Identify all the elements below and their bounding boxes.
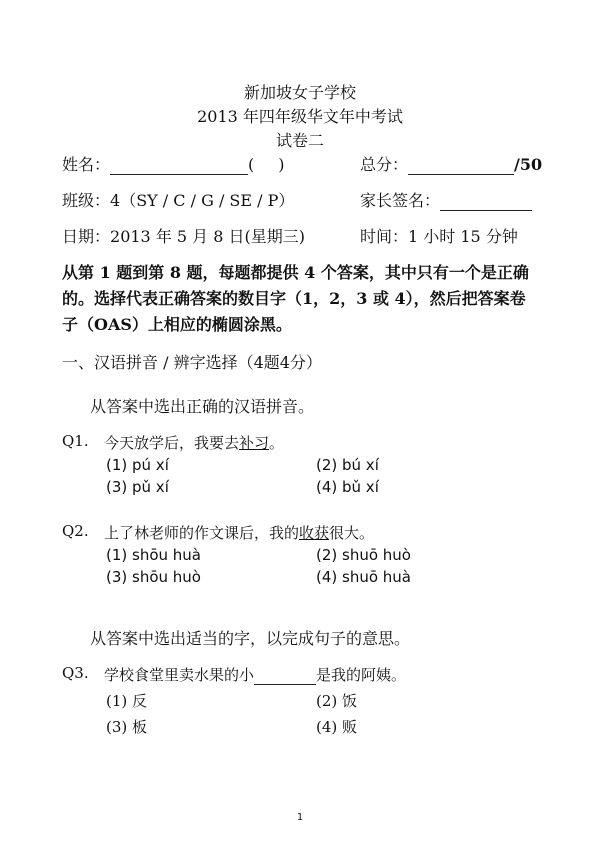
question-text (104, 664, 406, 685)
section-title: 一、汉语拼音 / 辨字选择（4题4分） (62, 353, 322, 372)
question-keyword: 收获 (299, 524, 330, 542)
subinstruction-characters: 从答案中选出适当的字，以完成句子的意思。 (90, 629, 411, 648)
question-pre: 学校食堂里卖水果的小 (104, 666, 255, 684)
time-value: 1 小时 15 分钟 (408, 227, 518, 246)
option-1: (1) 反 (106, 692, 148, 710)
name-field (62, 152, 285, 175)
page-number: 1 (296, 812, 304, 823)
instructions: 从第 1 题到第 8 题，每题都提供 4 个答案，其中只有一个是正确的。选择代表正确答案的数目字（1，2，3 或 4），然后把答案卷子（OAS）上相应的椭圆涂黑。 (62, 263, 529, 334)
question-number: Q2. (62, 522, 89, 540)
name-bracket-close: ) (278, 155, 285, 174)
question-number: Q3. (62, 664, 89, 682)
option-3: (3) 板 (106, 718, 148, 736)
name-blank (110, 155, 248, 175)
question-pre: 今天放学后，我要去 (104, 434, 240, 452)
option-4: (4) bǔ xí (316, 478, 379, 496)
question-number: Q1. (62, 432, 89, 450)
name-label: 姓名： (62, 155, 111, 174)
question-text (104, 522, 374, 543)
option-1: (1) shōu huà (106, 546, 201, 564)
total-blank (408, 155, 514, 175)
class-field (62, 188, 294, 211)
option-1: (1) pú xí (106, 456, 169, 474)
time-label: 时间： (360, 227, 409, 246)
parent-signature-field (360, 188, 532, 211)
school-name: 新加坡女子学校 (243, 83, 356, 102)
class-value: 4（SY / C / G / SE / P） (110, 191, 295, 210)
parent-label: 家长签名： (360, 191, 441, 210)
class-label: 班级： (62, 191, 111, 210)
paper-title: 试卷二 (275, 131, 324, 150)
parent-blank (440, 191, 532, 211)
question-keyword: 补习 (239, 434, 270, 452)
question-text (104, 432, 284, 453)
question-post: 是我的阿姨。 (316, 666, 407, 684)
answer-blank (254, 666, 316, 685)
total-max: /50 (514, 155, 543, 174)
option-4: (4) shuō huà (316, 568, 411, 586)
option-2: (2) bú xí (316, 456, 379, 474)
date-field (62, 224, 305, 247)
date-value: 2013 年 5 月 8 日(星期三) (110, 227, 306, 246)
date-label: 日期： (62, 227, 111, 246)
exam-title: 2013 年四年级华文年中考试 (197, 107, 403, 126)
name-bracket-open: ( (248, 155, 255, 174)
total-field (360, 152, 542, 175)
total-label: 总分： (360, 155, 409, 174)
question-post: 。 (269, 434, 285, 452)
option-3: (3) shōu huò (106, 568, 201, 586)
option-2: (2) 饭 (316, 692, 358, 710)
subinstruction-pinyin: 从答案中选出正确的汉语拼音。 (90, 397, 315, 416)
time-field (360, 224, 518, 247)
option-2: (2) shuō huò (316, 546, 411, 564)
question-post: 很大。 (329, 524, 375, 542)
option-4: (4) 贩 (316, 718, 358, 736)
option-3: (3) pǔ xí (106, 478, 169, 496)
question-pre: 上了林老师的作文课后，我的 (104, 524, 300, 542)
